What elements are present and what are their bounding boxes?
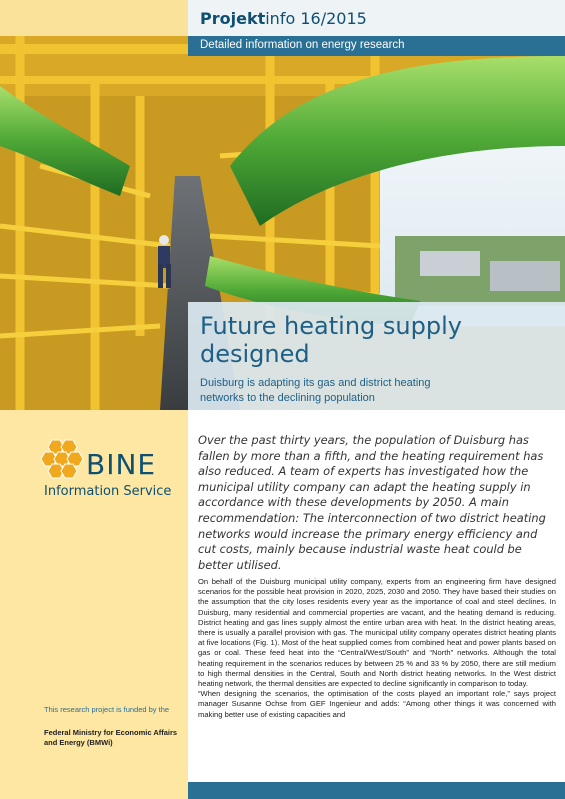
- body-paragraph-1: On behalf of the Duisburg municipal utility company, experts from an engineering firm have designed scenarios for the possible heat provision in 2020, 2025, 2030 and 2050. They have based their studies on the assumption that the city loses residents every year as the importance of coal and steel declines. In Duisburg, many residential and commercial properties are vacant, and the heating demand is reducing. District heating and gas lines supply almost the entire urban area with heat. In the district heating areas, there is usually a parallel provision with gas. The municipal utility company operates district heating plants at five locations (Fig. 1). Most of the heat supplied comes from combined heat and power plants based on gas or coal. These feed heat into the “Central/West/South” and “North” networks. Although the total heating requirement in the scenarios reduces by between 25 % and 33 % by 2050, there are still medium to high thermal densities in the Central, South and North district heating networks. In the West district heating network, the thermal densities are expected to decline significantly in comparison to today.: [198, 577, 556, 689]
- logo-tagline: Information Service: [44, 484, 172, 499]
- header-subtitle: Detailed information on energy research: [200, 39, 405, 51]
- publication-title: [200, 9, 367, 28]
- title-bold: Projekt: [200, 9, 266, 28]
- article-title: Future heating supply designed: [200, 312, 462, 368]
- logo-name: BINE: [86, 448, 157, 481]
- title-issue: info 16: [265, 9, 321, 28]
- lead-paragraph: Over the past thirty years, the population of Duisburg has fallen by more than a fifth, and the heating requirement has also reduced. A team of experts has investigated how the municipal utility company can adapt the heating supply in accordance with these developments by 2050. A main recommendation: The interconnection of two district heating networks would increase the primary energy efficiency and cut costs, mainly because industrial waste heat could be better utilised.: [198, 433, 546, 572]
- body-text: [198, 577, 556, 720]
- header-subtitle-bar: [188, 36, 565, 56]
- footer-bar: [188, 782, 565, 799]
- bine-logo-icon: [38, 438, 84, 480]
- ministry-name: Federal Ministry for Economic Affairs and Energy (BMWi): [44, 728, 178, 747]
- article-subtitle: Duisburg is adapting its gas and district heating networks to the declining population: [200, 377, 431, 404]
- title-year: /2015: [320, 9, 367, 28]
- body-paragraph-2: “When designing the scenarios, the optimisation of the costs played an important role,” says project manager Susanne Ochse from GEF Ingenieur and adds: “Among other things it was concerned with making better use of existing capacities and: [198, 689, 556, 719]
- funding-note: This research project is funded by the: [44, 705, 170, 714]
